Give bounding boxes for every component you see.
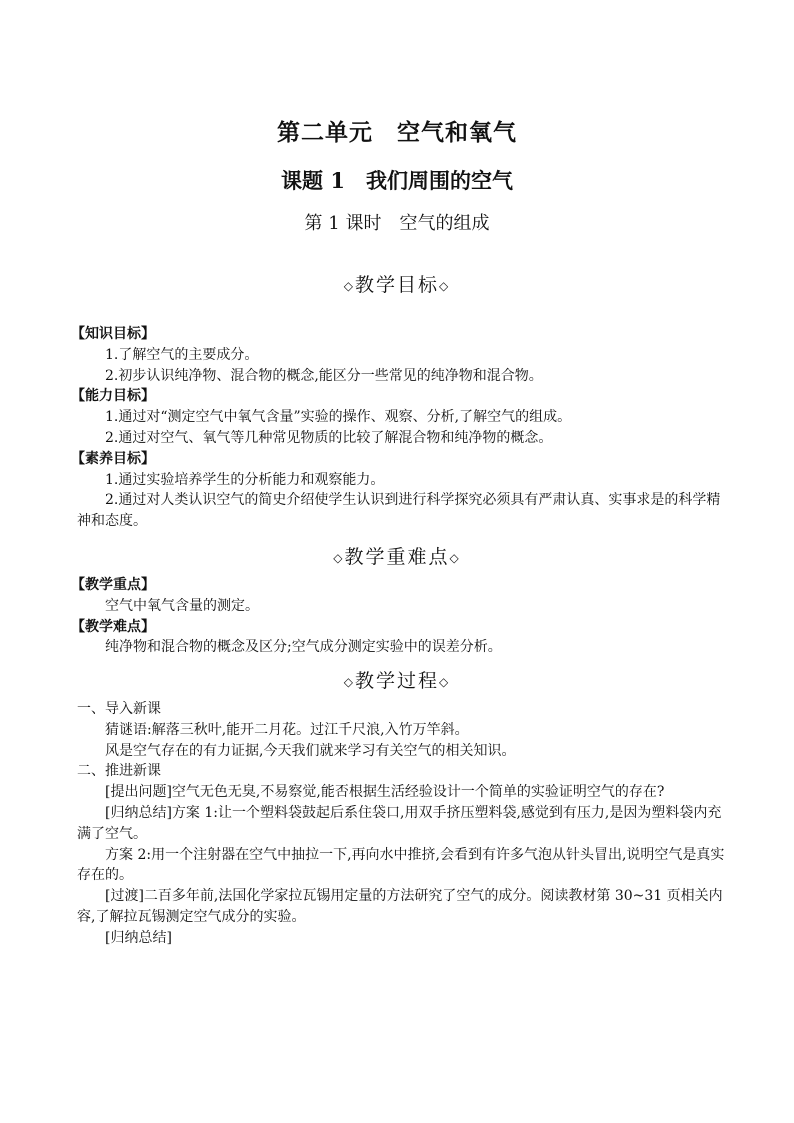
diamond-icon: ◇ <box>343 675 355 689</box>
new-lesson-paragraph: 方案 2:用一个注射器在空气中抽拉一下,再向水中推挤,会看到有许多气泡从针头冒出,说明空气是真实存在的。 <box>77 846 725 884</box>
knowledge-item: 1.了解空气的主要成分。 <box>105 346 259 363</box>
ability-item: 1.通过对“测定空气中氧气含量”实验的操作、观察、分析,了解空气的组成。 <box>105 409 572 426</box>
intro-paragraph: 风是空气存在的有力证据,今天我们就来学习有关空气的相关知识。 <box>105 742 516 759</box>
key-points-heading <box>0 542 794 569</box>
objectives-heading <box>0 270 794 297</box>
diamond-icon: ◇ <box>343 279 355 293</box>
intro-title: 一、导入新课 <box>77 701 161 717</box>
new-lesson-paragraph: [归纳总结] <box>105 929 172 946</box>
process-heading-text: 教学过程 <box>354 670 439 692</box>
difficulty-text: 纯净物和混合物的概念及区分;空气成分测定实验中的误差分析。 <box>105 639 502 656</box>
new-lesson-paragraph: [提出问题]空气无色无臭,不易察觉,能否根据生活经验设计一个简单的实验证明空气的存在? <box>105 784 665 801</box>
focus-text: 空气中氧气含量的测定。 <box>105 597 259 614</box>
objectives-heading-text: 教学目标 <box>354 274 439 296</box>
difficulty-label: 【教学难点】 <box>71 618 155 635</box>
key-points-heading-text: 教学重难点 <box>344 546 450 568</box>
literacy-item: 2.通过对人类认识空气的简史介绍使学生认识到进行科学探究必须具有严肃认真、实事求是的科学精神和态度。 <box>77 492 721 530</box>
ability-label: 【能力目标】 <box>71 388 155 405</box>
literacy-label: 【素养目标】 <box>71 450 155 467</box>
process-section <box>77 699 725 949</box>
period-title: 第 1 课时 空气的组成 <box>304 213 490 234</box>
unit-title: 第二单元 空气和氧气 <box>277 120 517 146</box>
new-lesson-paragraph: [归纳总结]方案 1:让一个塑料袋鼓起后系住袋口,用双手挤压塑料袋,感觉到有压力,是因为塑料袋内充满了空气。 <box>77 804 722 842</box>
lesson-title: 课题 1 我们周围的空气 <box>281 168 513 193</box>
diamond-icon: ◇ <box>333 551 345 565</box>
diamond-icon: ◇ <box>449 551 461 565</box>
literacy-item: 1.通过实验培养学生的分析能力和观察能力。 <box>105 471 385 488</box>
new-lesson-title: 二、推进新课 <box>77 763 161 780</box>
diamond-icon: ◇ <box>439 675 451 689</box>
diamond-icon: ◇ <box>439 279 451 293</box>
ability-item: 2.通过对空气、氧气等几种常见物质的比较了解混合物和纯净物的概念。 <box>105 429 553 446</box>
focus-label: 【教学重点】 <box>71 577 155 593</box>
knowledge-label: 【知识目标】 <box>71 326 155 342</box>
process-heading <box>0 666 794 693</box>
new-lesson-paragraph: [过渡]二百多年前,法国化学家拉瓦锡用定量的方法研究了空气的成分。阅读教材第 30~31 页相关内容,了解拉瓦锡测定空气成分的实验。 <box>77 888 723 925</box>
key-points-section <box>71 575 725 658</box>
intro-paragraph: 猜谜语:解落三秋叶,能开二月花。过江千尺浪,入竹万竿斜。 <box>105 721 469 738</box>
knowledge-item: 2.初步认识纯净物、混合物的概念,能区分一些常见的纯净物和混合物。 <box>105 367 543 384</box>
objectives-section <box>71 324 725 532</box>
